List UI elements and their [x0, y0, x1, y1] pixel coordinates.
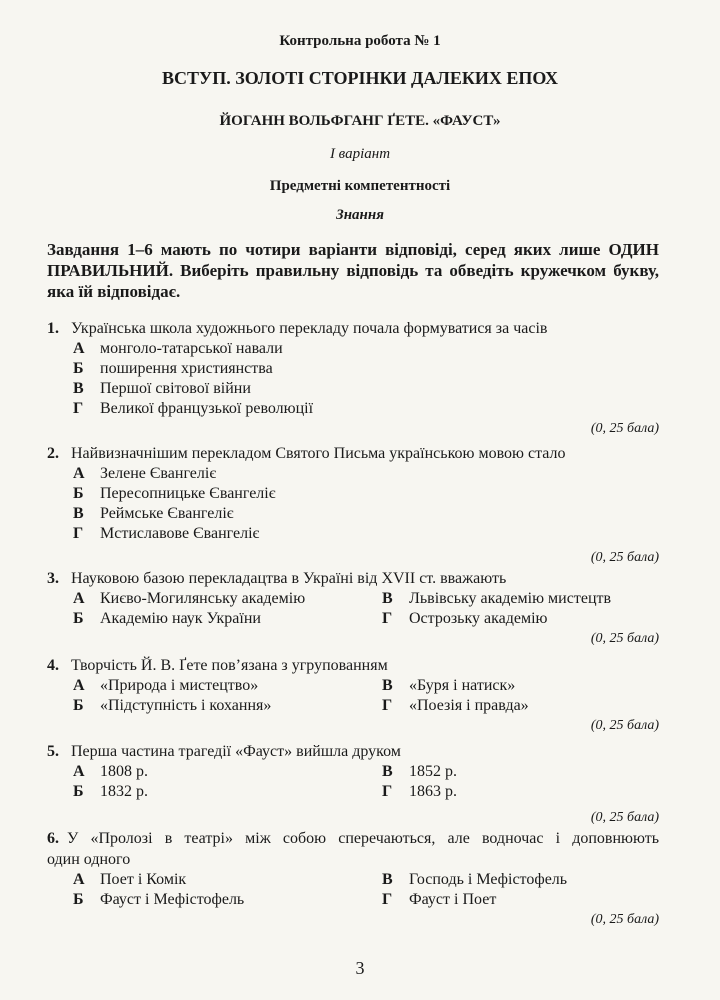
- option-b-letter[interactable]: Б: [73, 783, 84, 800]
- option-b-text: Академію наук України: [100, 610, 261, 627]
- option-b-letter[interactable]: Б: [73, 891, 84, 908]
- question-number: 6.: [47, 830, 59, 847]
- question-stem: [47, 828, 659, 849]
- question-stem: [47, 568, 659, 589]
- question-stem: [47, 655, 659, 676]
- question-number: 3.: [47, 570, 59, 587]
- option-d-letter[interactable]: Г: [382, 610, 393, 627]
- option-c-text: «Буря і натиск»: [409, 677, 516, 694]
- work-title: ЙОГАНН ВОЛЬФГАНГ ҐЕТЕ. «ФАУСТ»: [219, 113, 501, 129]
- option-a[interactable]: [47, 339, 659, 359]
- option-text: Реймське Євангеліє: [100, 505, 234, 522]
- option-c-letter[interactable]: В: [382, 871, 393, 888]
- option-d-text: 1863 р.: [409, 783, 457, 800]
- option-letter[interactable]: А: [73, 465, 85, 482]
- option-text: монголо-татарської навали: [100, 340, 283, 357]
- option-b[interactable]: [47, 359, 659, 379]
- option-c-letter[interactable]: В: [382, 677, 393, 694]
- option-d[interactable]: [47, 524, 659, 544]
- question-text: Науковою базою перекладацтва в Україні від XVII ст. вважають: [71, 570, 507, 587]
- score-label: (0, 25 бала): [590, 718, 659, 733]
- option-letter[interactable]: Б: [73, 360, 84, 377]
- question-number: 4.: [47, 657, 59, 674]
- question-text: Перша частина трагедії «Фауст» вийшла друком: [71, 743, 401, 760]
- option-d-text: «Поезія і правда»: [409, 697, 529, 714]
- question-text: Творчість Й. В. Ґете пов’язана з угрупованням: [71, 657, 388, 674]
- option-c-text: Львівську академію мистецтв: [409, 590, 612, 607]
- question-text: У «Пролозі в театрі» між собою сперечаються, але водночас і доповнюють: [67, 830, 659, 847]
- option-c[interactable]: [47, 504, 659, 524]
- option-c-letter[interactable]: В: [382, 763, 393, 780]
- option-d-letter[interactable]: Г: [382, 891, 393, 908]
- option-d[interactable]: [47, 399, 659, 419]
- instructions: [47, 239, 659, 302]
- option-text: Зелене Євангеліє: [100, 465, 217, 482]
- question-2: [47, 443, 659, 568]
- question-4: [47, 655, 659, 736]
- option-a-letter[interactable]: А: [73, 763, 85, 780]
- instructions-line-2: ПРАВИЛЬНИЙ. Виберіть правильну відповідь та обведіть кружечком букву,: [47, 261, 659, 280]
- option-b-letter[interactable]: Б: [73, 697, 84, 714]
- option-a-letter[interactable]: А: [73, 677, 85, 694]
- instructions-line-3: яка їй відповідає.: [47, 282, 181, 301]
- option-letter[interactable]: Г: [73, 525, 84, 542]
- option-a-text: Поет і Комік: [100, 871, 187, 888]
- question-number: 2.: [47, 445, 59, 462]
- option-b-text: Фауст і Мефістофель: [100, 891, 245, 908]
- option-a-text: 1808 р.: [100, 763, 148, 780]
- question-stem: [47, 741, 659, 762]
- option-c-letter[interactable]: В: [382, 590, 393, 607]
- option-b[interactable]: [47, 484, 659, 504]
- variant-label: І варіант: [329, 146, 391, 162]
- score-label: (0, 25 бала): [590, 912, 659, 927]
- option-c-text: 1852 р.: [409, 763, 457, 780]
- question-text: Українська школа художнього перекладу почала формуватися за часів: [71, 320, 548, 337]
- option-letter[interactable]: Б: [73, 485, 84, 502]
- score-label: (0, 25 бала): [590, 810, 659, 825]
- option-d-text: Фауст і Поет: [409, 891, 497, 908]
- option-letter[interactable]: В: [73, 380, 84, 397]
- option-text: Пересопницьке Євангеліє: [100, 485, 276, 502]
- question-5: [47, 741, 659, 828]
- knowledge-heading: Знання: [336, 207, 384, 223]
- option-text: Мстиславове Євангеліє: [100, 525, 260, 542]
- option-b-text: «Підступність і кохання»: [100, 697, 272, 714]
- question-6: [47, 828, 659, 930]
- option-c-text: Господь і Мефістофель: [409, 871, 568, 888]
- option-c[interactable]: [47, 379, 659, 399]
- option-text: поширення християнства: [100, 360, 273, 377]
- score-label: (0, 25 бала): [590, 550, 659, 565]
- option-d-text: Острозьку академію: [409, 610, 548, 627]
- option-a-text: «Природа і мистецтво»: [100, 677, 259, 694]
- question-stem: [47, 318, 659, 339]
- question-text: Найвизначнішим перекладом Святого Письма українською мовою стало: [71, 445, 566, 462]
- option-text: Великої французької революції: [100, 400, 314, 417]
- question-text-line-2: один одного: [47, 851, 131, 868]
- option-letter[interactable]: В: [73, 505, 84, 522]
- option-a-letter[interactable]: А: [73, 590, 85, 607]
- option-a-text: Києво-Могилянську академію: [100, 590, 306, 607]
- question-number: 5.: [47, 743, 59, 760]
- option-b-text: 1832 р.: [100, 783, 148, 800]
- question-1: [47, 318, 659, 439]
- option-letter[interactable]: Г: [73, 400, 84, 417]
- question-3: [47, 568, 659, 649]
- test-title: Контрольна робота № 1: [279, 33, 441, 49]
- section-title: ВСТУП. ЗОЛОТІ СТОРІНКИ ДАЛЕКИХ ЕПОХ: [161, 68, 559, 88]
- instructions-line-1: Завдання 1–6 мають по чотири варіанти відповіді, серед яких лише ОДИН: [47, 240, 659, 259]
- option-d-letter[interactable]: Г: [382, 697, 393, 714]
- option-a-letter[interactable]: А: [73, 871, 85, 888]
- competence-heading: Предметні компетентності: [269, 178, 451, 194]
- option-letter[interactable]: А: [73, 340, 85, 357]
- question-number: 1.: [47, 320, 59, 337]
- option-b-letter[interactable]: Б: [73, 610, 84, 627]
- option-text: Першої світової війни: [100, 380, 251, 397]
- score-label: (0, 25 бала): [590, 421, 659, 436]
- page-number: 3: [355, 958, 365, 978]
- option-d-letter[interactable]: Г: [382, 783, 393, 800]
- question-stem: [47, 443, 659, 464]
- option-a[interactable]: [47, 464, 659, 484]
- score-label: (0, 25 бала): [590, 631, 659, 646]
